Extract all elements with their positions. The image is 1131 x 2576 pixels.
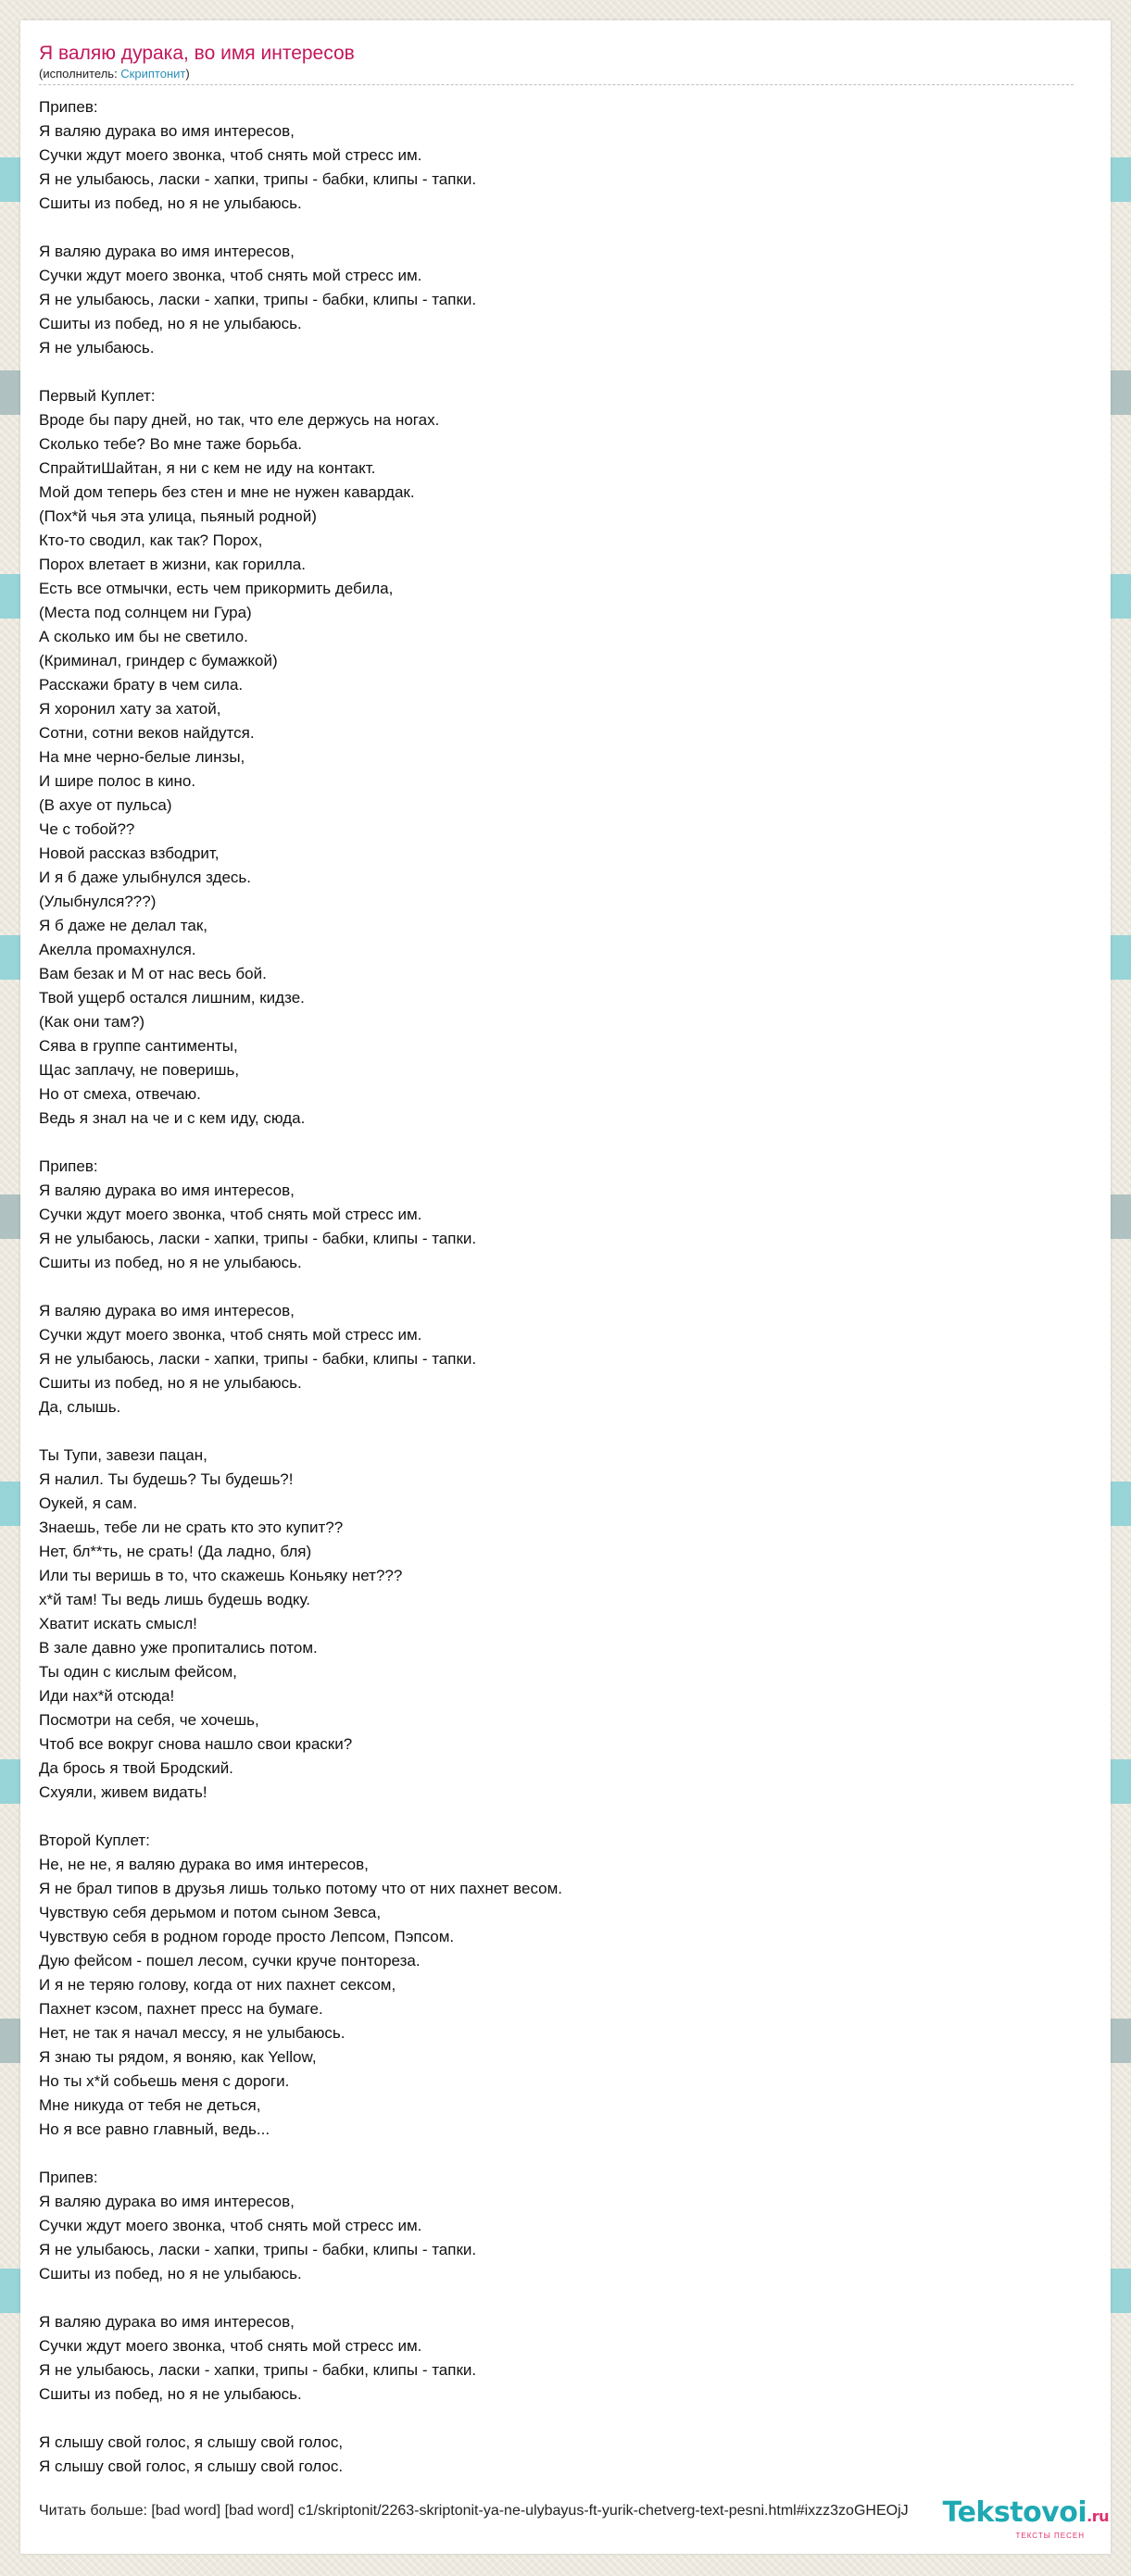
lyric-line: Сшиты из побед, но я не улыбаюсь.	[39, 1374, 302, 1392]
lyric-line: Дую фейсом - пошел лесом, сучки круче понтореза.	[39, 1952, 421, 1970]
lyric-line: Есть все отмычки, есть чем прикормить дебила,	[39, 580, 394, 597]
lyric-line: Новой рассказ взбодрит,	[39, 844, 220, 862]
artist-suffix: )	[185, 67, 190, 81]
lyric-line: Я не улыбаюсь, ласки - хапки, трипы - бабки, клипы - тапки.	[39, 2361, 477, 2379]
lyric-line: (В ахуе от пульса)	[39, 796, 172, 814]
lyric-line: Первый Куплет:	[39, 387, 156, 405]
lyric-line: Мой дом теперь без стен и мне не нужен кавардак.	[39, 483, 415, 501]
background-stripe	[0, 935, 20, 980]
lyrics-card	[20, 20, 1111, 2554]
lyric-line: Ты Тупи, завези пацан,	[39, 1446, 207, 1464]
lyric-line: Я слышу свой голос, я слышу свой голос.	[39, 2457, 344, 2475]
lyric-line: Я не улыбаюсь, ласки - хапки, трипы - бабки, клипы - тапки.	[39, 170, 477, 188]
background-stripe	[1111, 2269, 1131, 2313]
lyric-line: Чувствую себя дерьмом и потом сыном Зевса,	[39, 1904, 382, 1921]
artist-prefix: (исполнитель:	[39, 67, 121, 81]
lyric-line: Я знаю ты рядом, я воняю, как Yellow,	[39, 2048, 317, 2066]
lyric-line: Сучки ждут моего звонка, чтоб снять мой стресс им.	[39, 1326, 422, 1344]
lyric-line	[39, 2142, 1076, 2166]
lyric-line: Припев:	[39, 2169, 98, 2186]
lyric-line: Я валяю дурака во имя интересов,	[39, 1182, 295, 1199]
lyric-line: Чтоб все вокруг снова нашло свои краски?	[39, 1735, 353, 1753]
lyric-line: Хватит искать смысл!	[39, 1615, 197, 1632]
artist-line	[39, 67, 190, 81]
lyric-line: (Улыбнулся???)	[39, 893, 157, 910]
lyric-line: (Как они там?)	[39, 1013, 145, 1031]
lyric-line: И я не теряю голову, когда от них пахнет сексом,	[39, 1976, 396, 1994]
lyric-line	[39, 1419, 1076, 1444]
lyric-line: Не, не не, я валяю дурака во имя интересов,	[39, 1856, 369, 1873]
lyric-line: Щас заплачу, не поверишь,	[39, 1061, 240, 1079]
background-stripe	[0, 1482, 20, 1526]
background-stripe	[1111, 1482, 1131, 1526]
lyric-line: Я не улыбаюсь, ласки - хапки, трипы - бабки, клипы - тапки.	[39, 2241, 477, 2258]
lyric-line: Кто-то сводил, как так? Порох,	[39, 531, 263, 549]
lyric-line: (Криминал, гриндер с бумажкой)	[39, 652, 278, 669]
lyric-line: Я не улыбаюсь, ласки - хапки, трипы - бабки, клипы - тапки.	[39, 291, 477, 308]
lyric-line: Порох влетает в жизни, как горилла.	[39, 556, 306, 573]
background-stripe	[1111, 2019, 1131, 2063]
lyric-line: Сшиты из побед, но я не улыбаюсь.	[39, 315, 302, 332]
lyric-line: Ты один с кислым фейсом,	[39, 1663, 237, 1681]
artist-link[interactable]: Скриптонит	[120, 67, 186, 81]
lyric-line: Ведь я знал на че и с кем иду, сюда.	[39, 1109, 306, 1127]
song-title: Я валяю дурака, во имя интересов	[39, 43, 355, 64]
lyric-line: Я валяю дурака во имя интересов,	[39, 2193, 295, 2210]
read-more-link[interactable]: Читать больше: [bad word] [bad word] c1/skriptonit/2263-skriptonit-ya-ne-ulybayus-ft-yurik-chetverg-text-pesni.html#ixzz3zoGHEOjJ	[39, 2503, 909, 2519]
lyrics-text	[39, 95, 1076, 2479]
background-stripe	[0, 1194, 20, 1239]
lyric-line: Сява в группе сантименты,	[39, 1037, 238, 1055]
lyric-line: Вам безак и М от нас весь бой.	[39, 965, 267, 982]
lyric-line	[39, 1805, 1076, 1829]
lyric-line: Сколько тебе? Во мне таже борьба.	[39, 435, 303, 453]
lyric-line: Нет, не так я начал мессу, я не улыбаюсь.	[39, 2024, 346, 2042]
background-stripe	[0, 2269, 20, 2313]
lyric-line: (Пох*й чья эта улица, пьяный родной)	[39, 507, 317, 525]
lyric-line: Сотни, сотни веков найдутся.	[39, 724, 255, 742]
lyric-line: Сучки ждут моего звонка, чтоб снять мой стресс им.	[39, 2337, 422, 2355]
lyric-line: Нет, бл**ть, не срать! (Да ладно, бля)	[39, 1543, 312, 1560]
background-stripe	[0, 2019, 20, 2063]
lyric-line: Оукей, я сам.	[39, 1494, 138, 1512]
background-stripe	[1111, 935, 1131, 980]
lyric-line: Вроде бы пару дней, но так, что еле держусь на ногах.	[39, 411, 440, 429]
lyric-line: Я хоронил хату за хатой,	[39, 700, 221, 718]
lyric-line: Акелла промахнулся.	[39, 941, 196, 958]
lyric-line	[39, 1275, 1076, 1299]
logo-main-text: Tekstovoi	[942, 2496, 1087, 2529]
lyric-line: Посмотри на себя, че хочешь,	[39, 1711, 259, 1729]
site-logo[interactable]	[943, 2498, 1109, 2541]
lyric-line: Я валяю дурака во имя интересов,	[39, 2313, 295, 2331]
lyric-line: В зале давно уже пропитались потом.	[39, 1639, 318, 1657]
lyric-line: Я не брал типов в друзья лишь только потому что от них пахнет весом.	[39, 1880, 563, 1897]
lyric-line: Второй Куплет:	[39, 1832, 150, 1849]
background-stripe	[1111, 1194, 1131, 1239]
lyric-line: Или ты веришь в то, что скажешь Коньяку нет???	[39, 1567, 403, 1584]
lyric-line: Да, слышь.	[39, 1398, 121, 1416]
lyric-line: Расскажи брату в чем сила.	[39, 676, 244, 694]
lyric-line	[39, 2407, 1076, 2431]
background-stripe	[0, 157, 20, 202]
lyric-line: Сшиты из побед, но я не улыбаюсь.	[39, 2385, 302, 2403]
background-stripe	[0, 574, 20, 619]
lyric-line: Знаешь, тебе ли не срать кто это купит??	[39, 1519, 344, 1536]
lyric-line: Да брось я твой Бродский.	[39, 1759, 233, 1777]
lyric-line: Я не улыбаюсь.	[39, 339, 155, 356]
lyric-line: Но от смеха, отвечаю.	[39, 1085, 201, 1103]
lyric-line: Я слышу свой голос, я слышу свой голос,	[39, 2433, 344, 2451]
lyric-line: СпрайтиШайтан, я ни с кем не иду на контакт.	[39, 459, 376, 477]
lyric-line: Сучки ждут моего звонка, чтоб снять мой стресс им.	[39, 2217, 422, 2234]
lyric-line: Сучки ждут моего звонка, чтоб снять мой стресс им.	[39, 1206, 422, 1223]
lyric-line: Я не улыбаюсь, ласки - хапки, трипы - бабки, клипы - тапки.	[39, 1230, 477, 1247]
lyric-line: Сучки ждут моего звонка, чтоб снять мой стресс им.	[39, 146, 422, 164]
background-stripe	[1111, 370, 1131, 415]
lyric-line: Я валяю дурака во имя интересов,	[39, 1302, 295, 1319]
lyric-line: Я не улыбаюсь, ласки - хапки, трипы - бабки, клипы - тапки.	[39, 1350, 477, 1368]
lyric-line: И шире полос в кино.	[39, 772, 196, 790]
lyric-line: Пахнет кэсом, пахнет пресс на бумаге.	[39, 2000, 323, 2018]
lyric-line: Че с тобой??	[39, 820, 135, 838]
lyric-line: х*й там! Ты ведь лишь будешь водку.	[39, 1591, 311, 1608]
divider	[39, 84, 1074, 85]
lyric-line: Сшиты из побед, но я не улыбаюсь.	[39, 1254, 302, 1271]
lyric-line: Твой ущерб остался лишним, кидзе.	[39, 989, 305, 1007]
lyric-line: Схуяли, живем видать!	[39, 1783, 207, 1801]
background-stripe	[1111, 574, 1131, 619]
lyric-line: Я налил. Ты будешь? Ты будешь?!	[39, 1470, 294, 1488]
logo-tld: .ru	[1087, 2507, 1109, 2525]
lyric-line: Но ты х*й собьешь меня с дороги.	[39, 2072, 290, 2090]
lyric-line	[39, 360, 1076, 384]
lyric-line: Сшиты из побед, но я не улыбаюсь.	[39, 194, 302, 212]
lyric-line: Чувствую себя в родном городе просто Лепсом, Пэпсом.	[39, 1928, 455, 1945]
background-stripe	[0, 370, 20, 415]
lyric-line: Припев:	[39, 1157, 98, 1175]
lyric-line: Сшиты из побед, но я не улыбаюсь.	[39, 2265, 302, 2282]
background-stripe	[1111, 1759, 1131, 1804]
lyric-line	[39, 1131, 1076, 1155]
lyric-line: Иди нах*й отсюда!	[39, 1687, 175, 1705]
lyric-line: (Места под солнцем ни Гура)	[39, 604, 252, 621]
lyric-line: Сучки ждут моего звонка, чтоб снять мой стресс им.	[39, 267, 422, 284]
background-stripe	[0, 1759, 20, 1804]
lyric-line: Припев:	[39, 98, 98, 116]
lyric-line: Я валяю дурака во имя интересов,	[39, 243, 295, 260]
lyric-line: Мне никуда от тебя не деться,	[39, 2096, 261, 2114]
lyric-line: Я б даже не делал так,	[39, 917, 207, 934]
logo-tagline: ТЕКСТЫ ПЕСЕН	[1015, 2532, 1085, 2540]
lyric-line: И я б даже улыбнулся здесь.	[39, 869, 251, 886]
lyric-line	[39, 2286, 1076, 2310]
lyric-line: Я валяю дурака во имя интересов,	[39, 122, 295, 140]
lyric-line	[39, 216, 1076, 240]
lyric-line: Но я все равно главный, ведь...	[39, 2120, 270, 2138]
lyric-line: А сколько им бы не светило.	[39, 628, 248, 645]
lyric-line: На мне черно-белые линзы,	[39, 748, 245, 766]
background-stripe	[1111, 157, 1131, 202]
